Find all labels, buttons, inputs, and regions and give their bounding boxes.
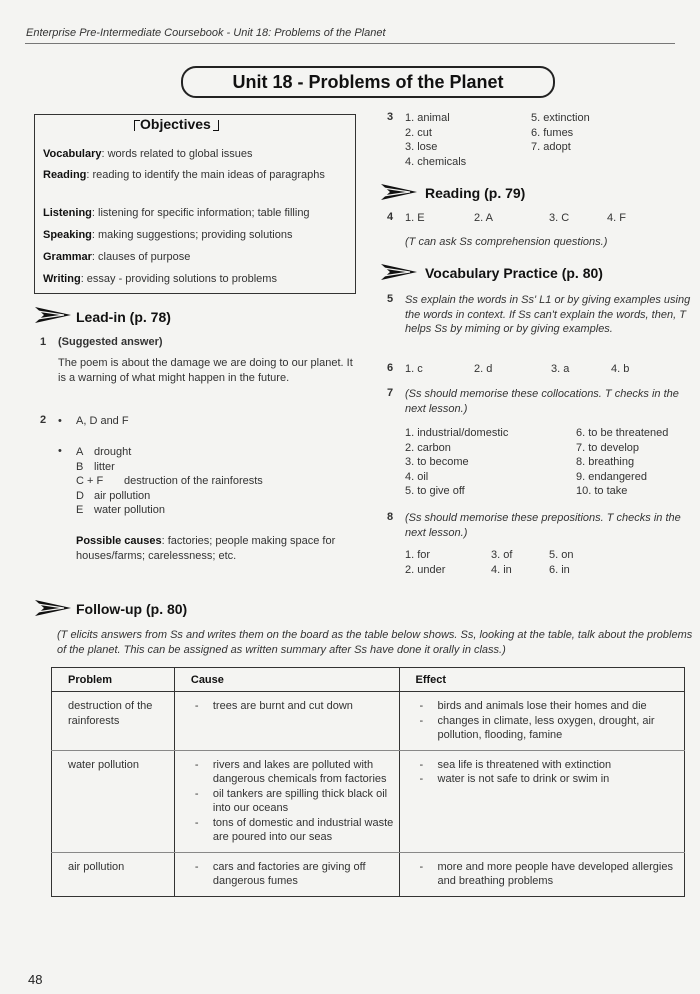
q6-answer: 1. c xyxy=(405,363,423,375)
problem-cell: water pollution xyxy=(52,750,175,852)
objectives-heading: Objectives xyxy=(140,116,211,132)
possible-causes: Possible causes: factories; people making space for houses/farms; carelessness; etc. xyxy=(76,535,336,562)
q5-number: 5 xyxy=(387,293,394,305)
q4-answer: 4. F xyxy=(607,212,626,224)
cause-cell: - cars and factories are giving off dangerous fumes xyxy=(174,852,399,896)
q2-bullet: • xyxy=(58,445,62,457)
followup-heading: Follow-up (p. 80) xyxy=(76,601,188,617)
unit-title: Unit 18 - Problems of the Planet xyxy=(181,66,555,98)
table-row xyxy=(52,750,685,852)
running-header: Enterprise Pre-Intermediate Coursebook - Unit 18: Problems of the Planet xyxy=(26,27,386,39)
column-header: Cause xyxy=(174,668,399,692)
q8-number: 8 xyxy=(387,511,394,523)
list-item: D air pollution xyxy=(76,489,151,502)
arrow-icon xyxy=(34,305,72,325)
q4-number: 4 xyxy=(387,211,394,223)
reading-heading: Reading (p. 79) xyxy=(425,185,526,201)
q4-note: (T can ask Ss comprehension questions.) xyxy=(405,236,608,248)
leadin-heading: Lead-in (p. 78) xyxy=(76,309,171,325)
objectives-box xyxy=(34,114,356,294)
q3-list-left: 1. animal 2. cut 3. lose 4. chemicals xyxy=(405,112,467,168)
q1-label: (Suggested answer) xyxy=(58,336,163,348)
objective-speaking: Speaking: making suggestions; providing solutions xyxy=(43,229,293,241)
q3-number: 3 xyxy=(387,111,394,123)
q2-answer: A, D and F xyxy=(76,415,129,427)
objective-grammar: Grammar: clauses of purpose xyxy=(43,251,191,263)
table-row xyxy=(52,852,685,896)
table-header-row xyxy=(52,668,685,692)
q7-list-right: 6. to be threatened 7. to develop 8. breathing 9. endangered 10. to take xyxy=(576,427,669,497)
cause-cell: - rivers and lakes are polluted with dangerous chemicals from factories - oil tankers are spilling thick black oil into our oceans - tons of domestic and industrial waste are poured into our seas xyxy=(174,750,399,852)
column-header: Effect xyxy=(399,668,684,692)
q4-answer: 3. C xyxy=(549,212,570,224)
vocabulary-practice-heading: Vocabulary Practice (p. 80) xyxy=(425,265,603,281)
q4-answer: 2. A xyxy=(474,212,493,224)
q7-note: (Ss should memorise these collocations. T checks in the next lesson.) xyxy=(405,388,679,415)
list-item: C + F destruction of the rainforests xyxy=(76,475,263,487)
followup-note: (T elicits answers from Ss and writes them on the board as the table below shows. Ss, looking at the table, talk about the problems of the planet. This can be assigned as written summary after Ss have done it orally in class.) xyxy=(57,629,693,656)
q8-list-col1: 1. for 2. under xyxy=(405,549,446,576)
q8-list-col2: 3. of 4. in xyxy=(491,549,513,576)
q1-answer: The poem is about the damage we are doing to our planet. It is a warning of what might happen in the future. xyxy=(58,357,353,384)
effect-cell: - sea life is threatened with extinction - water is not safe to drink or swim in xyxy=(399,750,684,852)
q8-list-col3: 5. on 6. in xyxy=(549,549,574,576)
q2-bullet: • xyxy=(58,415,62,427)
q6-answer: 3. a xyxy=(551,363,570,375)
q6-answer: 2. d xyxy=(474,363,493,375)
cause-cell: - trees are burnt and cut down xyxy=(174,692,399,751)
objective-vocabulary: Vocabulary: words related to global issues xyxy=(43,148,253,160)
page-number: 48 xyxy=(28,972,43,987)
q6-number: 6 xyxy=(387,362,394,374)
list-item: E water pollution xyxy=(76,504,165,516)
objective-listening: Listening: listening for specific information; table filling xyxy=(43,207,310,219)
q2-match-list xyxy=(76,445,263,518)
q6-answer: 4. b xyxy=(611,363,630,375)
q3-list-right: 5. extinction 6. fumes 7. adopt xyxy=(531,112,590,153)
table-row xyxy=(52,692,685,751)
q4-answer: 1. E xyxy=(405,212,425,224)
q7-list-left: 1. industrial/domestic 2. carbon 3. to become 4. oil 5. to give off xyxy=(405,427,509,497)
effect-cell: - more and more people have developed allergies and breathing problems xyxy=(399,852,684,896)
q2-number: 2 xyxy=(40,414,47,426)
q5-note: Ss explain the words in Ss' L1 or by giving examples using the words in context. If Ss can't explain the words, then, T helps Ss by miming or by giving examples. xyxy=(405,294,691,335)
arrow-icon xyxy=(380,262,418,282)
arrow-icon xyxy=(34,598,72,618)
problem-cell: air pollution xyxy=(52,852,175,896)
objective-reading: Reading: reading to identify the main ideas of paragraphs xyxy=(43,169,325,181)
problems-table xyxy=(51,667,685,897)
header-divider xyxy=(25,43,675,44)
q1-number: 1 xyxy=(40,336,47,348)
list-item: A drought xyxy=(76,446,132,458)
arrow-icon xyxy=(380,182,418,202)
objective-writing: Writing: essay - providing solutions to problems xyxy=(43,273,277,285)
q8-note: (Ss should memorise these prepositions. T checks in the next lesson.) xyxy=(405,512,681,539)
problem-cell: destruction of the rainforests xyxy=(52,692,175,751)
column-header: Problem xyxy=(52,668,175,692)
effect-cell: - birds and animals lose their homes and die - changes in climate, less oxygen, drought, air pollution, flooding, famine xyxy=(399,692,684,751)
q7-number: 7 xyxy=(387,387,394,399)
list-item: B litter xyxy=(76,460,115,473)
